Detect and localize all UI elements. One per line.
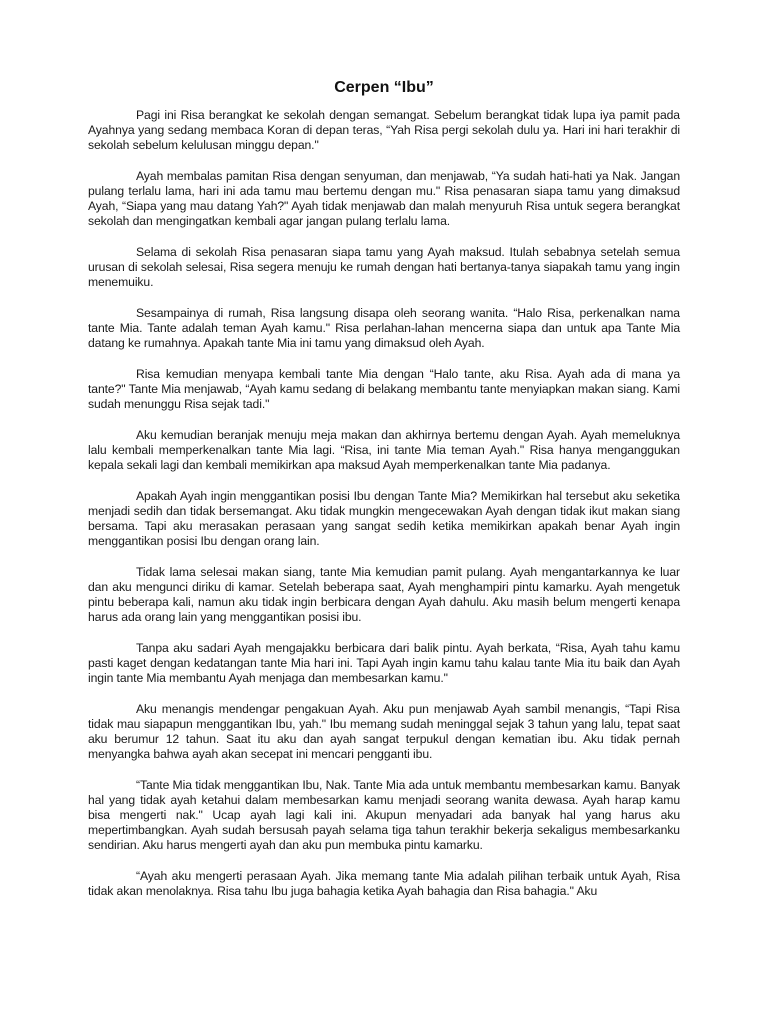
paragraph-2: Ayah membalas pamitan Risa dengan senyuman, dan menjawab, “Ya sudah hati-hati ya Nak. Jangan pulang terlalu lama, hari ini ada tamu mau bertemu dengan mu." Risa penasaran siapa tamu yang dimaksud Ayah, “Siapa yang mau datang Yah?" Ayah tidak menjawab dan malah menyuruh Risa untuk segera berangkat sekolah dan mengingatkan kembali agar jangan pulang terlalu lama. [88, 169, 680, 228]
paragraph-10: Aku menangis mendengar pengakuan Ayah. Aku pun menjawab Ayah sambil menangis, “Tapi Risa tidak mau siapapun menggantikan Ibu, yah." Ibu memang sudah meninggal sejak 3 tahun yang lalu, tepat saat aku berumur 12 tahun. Saat itu aku dan ayah sangat terpukul dengan kematian ibu. Aku tidak pernah menyangka bahwa ayah akan secepat ini mencari pengganti ibu. [88, 702, 680, 761]
document-title: Cerpen “Ibu” [334, 79, 434, 96]
paragraph-7: Apakah Ayah ingin menggantikan posisi Ibu dengan Tante Mia? Memikirkan hal tersebut aku seketika menjadi sedih dan tidak bersemangat. Aku tidak mungkin mengecewakan Ayah dengan tidak ikut makan siang bersama. Tapi aku merasakan perasaan yang sangat sedih ketika memikirkan apakah benar Ayah ingin menggantikan posisi Ibu dengan orang lain. [88, 489, 680, 548]
paragraph-6: Aku kemudian beranjak menuju meja makan dan akhirnya bertemu dengan Ayah. Ayah memeluknya lalu kembali memperkenalkan tante Mia lagi. “Risa, ini tante Mia teman Ayah." Risa hanya menganggukan kepala sekali lagi dan kembali memikirkan apa maksud Ayah memperkenalkan tante Mia padanya. [88, 428, 680, 472]
paragraph-1: Pagi ini Risa berangkat ke sekolah dengan semangat. Sebelum berangkat tidak lupa iya pamit pada Ayahnya yang sedang membaca Koran di depan teras, “Yah Risa pergi sekolah dulu ya. Hari ini hari terakhir di sekolah sebelum kelulusan minggu depan." [88, 108, 680, 152]
paragraph-5: Risa kemudian menyapa kembali tante Mia dengan “Halo tante, aku Risa. Ayah ada di mana ya tante?" Tante Mia menjawab, “Ayah kamu sedang di belakang membantu tante menyiapkan makan siang. Kami sudah menunggu Risa sejak tadi." [88, 367, 680, 411]
paragraph-9: Tanpa aku sadari Ayah mengajakku berbicara dari balik pintu. Ayah berkata, “Risa, Ayah tahu kamu pasti kaget dengan kedatangan tante Mia hari ini. Tapi Ayah ingin kamu tahu kalau tante Mia itu baik dan Ayah ingin tante Mia membantu Ayah menjaga dan membesarkan kamu." [88, 641, 680, 685]
paragraph-11: “Tante Mia tidak menggantikan Ibu, Nak. Tante Mia ada untuk membantu membesarkan kamu. Banyak hal yang tidak ayah ketahui dalam membesarkan kamu menjadi seorang wanita dewasa. Ayah harap kamu bisa mengerti nak." Ucap ayah lagi kali ini. Akupun menyadari ada banyak hal yang harus aku mepertimbangkan. Ayah sudah bersusah payah selama tiga tahun terakhir bekerja sekaligus membesarkanku sendirian. Aku harus mengerti ayah dan aku pun membuka pintu kamarku. [88, 778, 680, 852]
story-body [88, 108, 680, 915]
paragraph-3: Selama di sekolah Risa penasaran siapa tamu yang Ayah maksud. Itulah sebabnya setelah semua urusan di sekolah selesai, Risa segera menuju ke rumah dengan hati bertanya-tanya siapakah tamu yang ingin menemuiku. [88, 245, 680, 289]
paragraph-8: Tidak lama selesai makan siang, tante Mia kemudian pamit pulang. Ayah mengantarkannya ke luar dan aku mengunci diriku di kamar. Setelah beberapa saat, Ayah menghampiri pintu kamarku. Ayah mengetuk pintu beberapa kali, namun aku tidak ingin berbicara dengan Ayah dahulu. Aku masih belum mengerti kenapa harus ada orang lain yang menggantikan posisi ibu. [88, 565, 680, 624]
paragraph-4: Sesampainya di rumah, Risa langsung disapa oleh seorang wanita. “Halo Risa, perkenalkan nama tante Mia. Tante adalah teman Ayah kamu." Risa perlahan-lahan mencerna siapa dan untuk apa Tante Mia datang ke rumahnya. Apakah tante Mia ini tamu yang dimaksud oleh Ayah. [88, 306, 680, 350]
paragraph-12: “Ayah aku mengerti perasaan Ayah. Jika memang tante Mia adalah pilihan terbaik untuk Ayah, Risa tidak akan menolaknya. Risa tahu Ibu juga bahagia ketika Ayah bahagia dan Risa bahagia." Aku [88, 869, 680, 898]
